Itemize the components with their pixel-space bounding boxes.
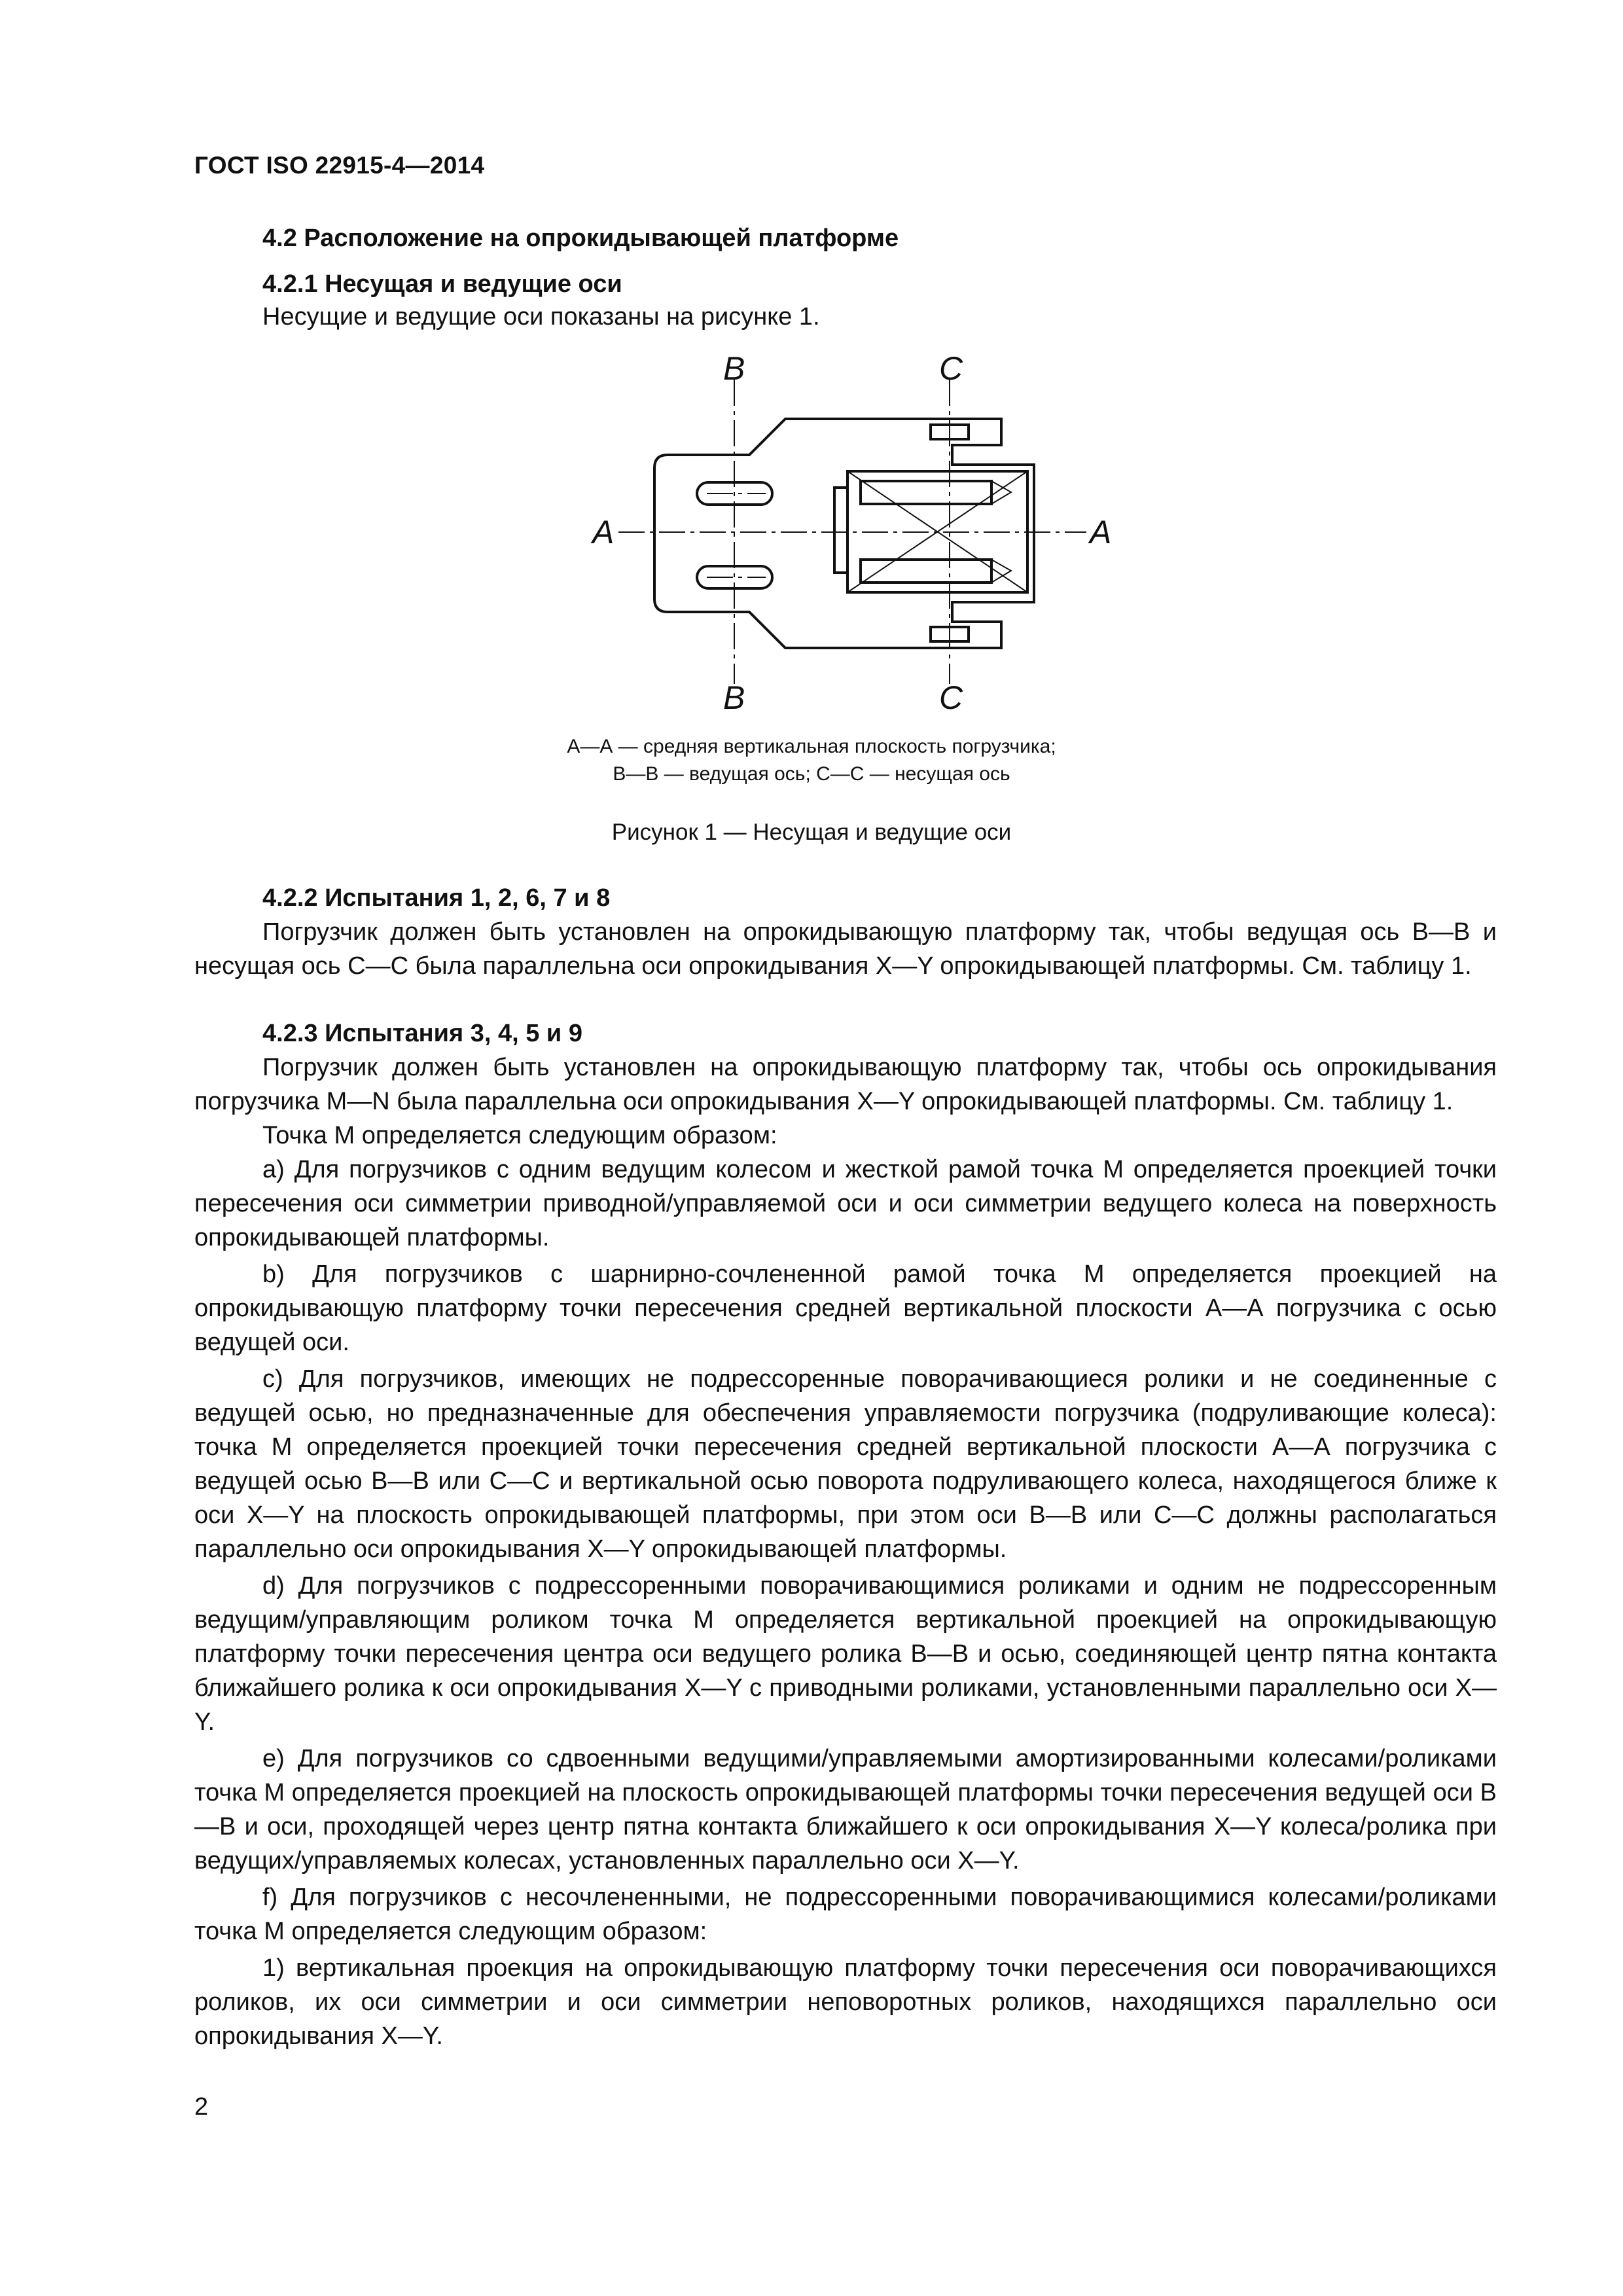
legend-line: В—В — ведущая ось; С—С — несущая ось (613, 763, 1010, 785)
subsection-heading: 4.2.2 Испытания 1, 2, 6, 7 и 8 (262, 884, 611, 912)
list-item: b) Для погрузчиков с шарнирно-сочлененной рамой точка М определяется проекцией на опрокидывающую платформу точки пересечения средней вертикальной плоскости А—А погрузчика с осью ведущей оси. (194, 1261, 1497, 1356)
section-heading: 4.2 Расположение на опрокидывающей платформе (262, 224, 899, 252)
paragraph: Погрузчик должен быть установлен на опрокидывающую платформу так, чтобы ось опрокидывания погрузчика М—N была параллельна оси опрокидывания Х—Y опрокидывающей платформы. См. таблицу 1. (194, 1054, 1497, 1115)
list-item: e) Для погрузчиков со сдвоенными ведущими/управляемыми амортизированными колесами/роликами точка М определяется проекцией на плоскость опрокидывающей платформы точки пересечения ведущей оси В—В и оси, проходящей через центр пятна контакта ближайшего к оси опрокидывания Х—Y колеса/ролика при ведущих/управляемых колесах, установленных параллельно оси Х—Y. (194, 1745, 1497, 1874)
label-c-top: C (939, 350, 963, 387)
figure-legend (0, 733, 1623, 788)
subsection-4-2-2 (194, 881, 1497, 983)
paragraph: Точка М определяется следующим образом: (262, 1122, 777, 1149)
section-4-2-heading-block (194, 221, 1497, 255)
label-b-bottom: B (723, 679, 745, 713)
list-item: c) Для погрузчиков, имеющих не подрессоренные поворачивающиеся ролики и не соединенные с ведущей осью, но предназначенные для обеспечения управляемости погрузчика (подруливающие колеса): точка М определяется проекцией точки пересечения средней вертикальной плоскости А—А погрузчика с ведущей осью В—В или С—С и вертикальной осью поворота подруливающего колеса, находящегося ближе к оси Х—Y на плоскость опрокидывающей платформы, при этом оси В—В или С—С должны располагаться параллельно оси опрокидывания Х—Y опрокидывающей платформы. (194, 1365, 1497, 1563)
label-b-top: B (723, 350, 745, 387)
label-a-left: A (592, 514, 615, 550)
label-a-right: A (1090, 514, 1112, 550)
paragraph: Несущие и ведущие оси показаны на рисунке 1. (262, 303, 820, 331)
label-c-bottom: C (939, 679, 963, 713)
subsection-4-2-1 (194, 267, 1497, 334)
subsection-heading: 4.2.1 Несущая и ведущие оси (262, 270, 622, 298)
figure-axes-diagram (589, 347, 1113, 713)
list-item: f) Для погрузчиков с несочлененными, не подрессоренными поворачивающимися колесами/роликами точка М определяется следующим образом: (194, 1884, 1497, 1945)
list-item: a) Для погрузчиков с одним ведущим колесом и жесткой рамой точка М определяется проекцией точки пересечения оси симметрии приводной/управляемой оси и оси симметрии ведущего колеса на поверхность опрокидывающей платформы. (194, 1156, 1497, 1251)
list-item: 1) вертикальная проекция на опрокидывающую платформу точки пересечения оси поворачивающихся роликов, их оси симметрии и оси симметрии неповоротных роликов, находящихся параллельно оси опрокидывания Х—Y. (194, 1954, 1497, 2050)
page-number: 2 (194, 2093, 209, 2121)
figure-caption: Рисунок 1 — Несущая и ведущие оси (611, 819, 1012, 845)
list-item: d) Для погрузчиков с подрессоренными поворачивающимися роликами и одним не подрессоренным ведущим/управляющим роликом точка М определяется вертикальной проекцией на опрокидывающую платформу точки пересечения центра оси ведущего ролика В—В и осью, соединяющей центр пятна контакта ближайшего ролика к оси опрокидывания Х—Y с приводными роликами, установленными параллельно оси Х—Y. (194, 1572, 1497, 1736)
legend-line: А—А — средняя вертикальная плоскость погрузчика; (567, 736, 1056, 757)
paragraph: Погрузчик должен быть установлен на опрокидывающую платформу так, чтобы ведущая ось В—В и несущая ось С—С была параллельна оси опрокидывания Х—Y опрокидывающей платформы. См. таблицу 1. (194, 918, 1497, 980)
subsection-4-2-3 (194, 1016, 1497, 2053)
subsection-heading: 4.2.3 Испытания 3, 4, 5 и 9 (262, 1020, 582, 1047)
document-header-code: ГОСТ ISO 22915-4—2014 (194, 152, 485, 179)
